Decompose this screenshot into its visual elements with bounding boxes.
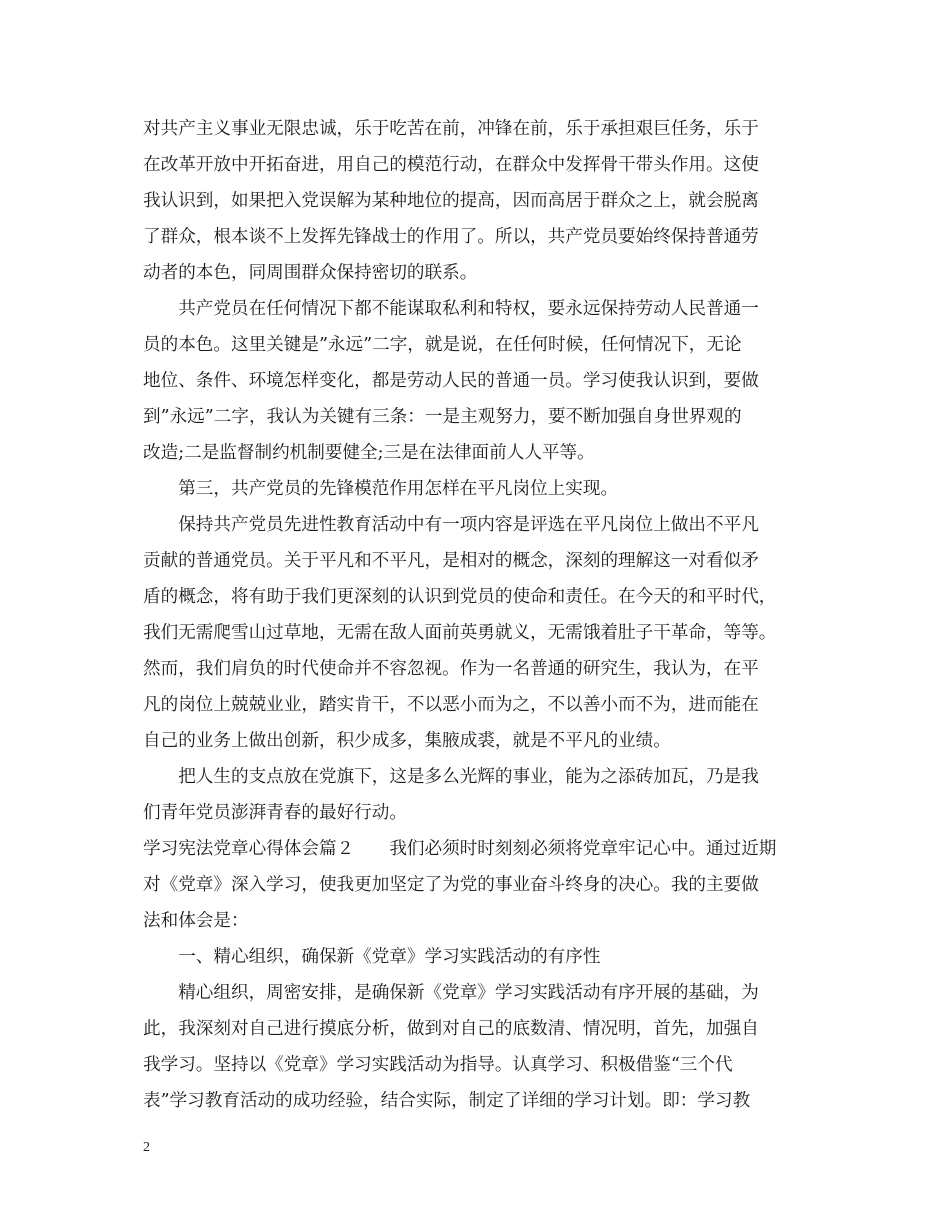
text-line: 对《党章》深入学习，使我更加坚定了为党的事业奋斗终身的决心。我的主要做 (143, 875, 759, 895)
text-line: 盾的概念，将有助于我们更深刻的认识到党员的使命和责任。在今天的和平时代， (143, 587, 777, 607)
text-line: 改造;二是监督制约机制要健全;三是在法律面前人人平等。 (143, 443, 595, 463)
text-line: 表”学习教育活动的成功经验，结合实际，制定了详细的学习计划。即：学习教 (143, 1091, 751, 1111)
text-line: 我认识到，如果把入党误解为某种地位的提高，因而高居于群众之上，就会脱离 (143, 191, 759, 211)
text-line: 在改革开放中开拓奋进，用自己的模范行动，在群众中发挥骨干带头作用。这使 (143, 155, 759, 175)
text-line: 把人生的支点放在党旗下，这是多么光辉的事业，能为之添砖加瓦，乃是我 (143, 767, 759, 787)
text-line: 此，我深刻对自己进行摸底分析，做到对自己的底数清、情况明，首先，加强自 (143, 1019, 759, 1039)
text-line: 自己的业务上做出创新，积少成多，集腋成裘，就是不平凡的业绩。 (143, 731, 671, 751)
text-line: 然而，我们肩负的时代使命并不容忽视。作为一名普通的研究生，我认为，在平 (143, 659, 759, 679)
text-line: 精心组织，周密安排，是确保新《党章》学习实践活动有序开展的基础，为 (143, 983, 759, 1003)
text-line: 凡的岗位上兢兢业业，踏实肯干，不以恶小而为之，不以善小而不为，进而能在 (143, 695, 759, 715)
text-line: 我们无需爬雪山过草地，无需在敌人面前英勇就义，无需饿着肚子干革命，等等。 (143, 623, 777, 643)
text-line: 地位、条件、环境怎样变化，都是劳动人民的普通一员。学习使我认识到，要做 (143, 371, 759, 391)
text-line: 们青年党员澎湃青春的最好行动。 (143, 803, 407, 823)
text-line: 对共产主义事业无限忠诚，乐于吃苦在前，冲锋在前，乐于承担艰巨任务，乐于 (143, 119, 759, 139)
text-line: 学习宪法党章心得体会篇２ 我们必须时时刻刻必须将党章牢记心中。通过近期 (143, 839, 777, 859)
text-line: 到”永远”二字，我认为关键有三条：一是主观努力，要不断加强自身世界观的 (143, 407, 742, 427)
text-line: 一、精心组织，确保新《党章》学习实践活动的有序性 (143, 947, 601, 967)
text-line: 共产党员在任何情况下都不能谋取私利和特权，要永远保持劳动人民普通一 (143, 299, 759, 319)
text-line: 我学习。坚持以《党章》学习实践活动为指导。认真学习、积极借鉴“三个代 (143, 1055, 733, 1075)
page-number: 2 (143, 1140, 150, 1155)
text-line: 了群众，根本谈不上发挥先锋战士的作用了。所以，共产党员要始终保持普通劳 (143, 227, 759, 247)
text-line: 贡献的普通党员。关于平凡和不平凡，是相对的概念，深刻的理解这一对看似矛 (143, 551, 759, 571)
text-line: 法和体会是： (143, 911, 249, 931)
text-line: 保持共产党员先进性教育活动中有一项内容是评选在平凡岗位上做出不平凡 (143, 515, 759, 535)
text-line: 动者的本色，同周围群众保持密切的联系。 (143, 263, 478, 283)
text-line: 员的本色。这里关键是”永远”二字，就是说，在任何时候，任何情况下，无论 (143, 335, 742, 355)
text-line: 第三，共产党员的先锋模范作用怎样在平凡岗位上实现。 (143, 479, 619, 499)
